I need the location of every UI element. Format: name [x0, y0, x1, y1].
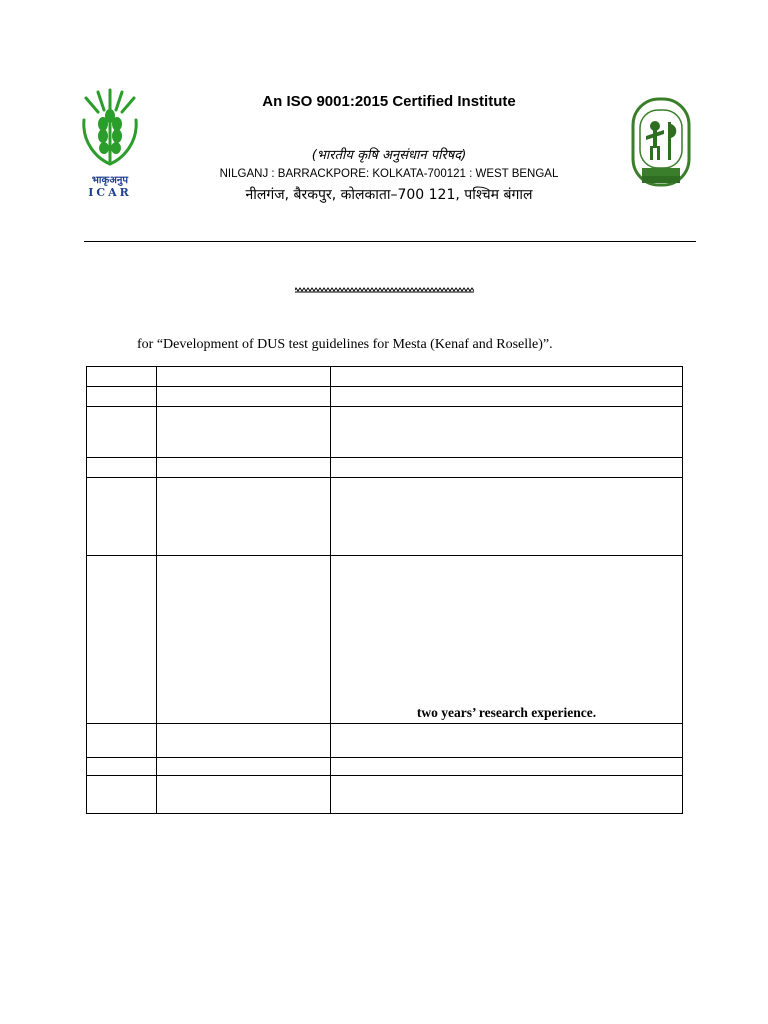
table-cell	[87, 478, 157, 556]
table-cell	[157, 387, 331, 407]
address-hindi: नीलगंज, बैरकपुर, कोलकाता–700 121, पश्चिम बंगाल	[245, 187, 533, 203]
header-divider	[84, 241, 696, 242]
details-table	[86, 366, 683, 814]
iso-certification-line: An ISO 9001:2015 Certified Institute	[262, 93, 516, 110]
cell-text	[157, 811, 330, 813]
intro-text: for “Development of DUS test guidelines for Mesta (Kenaf and Roselle)”.	[137, 337, 553, 352]
table-row	[87, 478, 683, 556]
cell-text	[87, 811, 156, 813]
table-row	[87, 776, 683, 814]
table-cell	[331, 387, 683, 407]
table-cell	[157, 407, 331, 458]
table-cell	[331, 458, 683, 478]
icar-logo	[64, 80, 156, 208]
address-english: NILGANJ : BARRACKPORE: KOLKATA-700121 : WEST BENGAL	[219, 168, 559, 180]
table-cell	[157, 367, 331, 387]
table-cell	[157, 758, 331, 776]
table-cell	[157, 458, 331, 478]
table-cell	[87, 367, 157, 387]
table-cell	[331, 367, 683, 387]
crijaf-logo	[630, 96, 692, 188]
table-cell	[87, 387, 157, 407]
title-underline-squiggle	[295, 287, 474, 293]
council-name-hindi: (भारतीय कृषि अनुसंधान परिषद)	[311, 148, 467, 163]
table-row	[87, 407, 683, 458]
table-cell	[331, 556, 683, 724]
table-row	[87, 556, 683, 724]
table-cell	[157, 478, 331, 556]
table-cell	[157, 556, 331, 724]
icar-wheat-logo-icon	[64, 80, 156, 170]
table-cell	[331, 758, 683, 776]
crijaf-emblem-icon	[630, 96, 692, 188]
table-cell	[157, 776, 331, 814]
table-row	[87, 758, 683, 776]
table-cell	[331, 776, 683, 814]
cell-text: two years’ research experience.	[416, 705, 597, 720]
table-cell	[87, 776, 157, 814]
table-cell	[331, 724, 683, 758]
logo-text-hindi: भाकृअनुप	[91, 175, 129, 186]
cell-text	[331, 811, 682, 813]
logo-text-icar: ICAR	[88, 186, 132, 199]
table-row	[87, 367, 683, 387]
table-cell	[87, 758, 157, 776]
table-cell	[331, 478, 683, 556]
table-cell	[157, 724, 331, 758]
table-row	[87, 724, 683, 758]
table-cell	[87, 556, 157, 724]
table-cell	[87, 724, 157, 758]
table-row	[87, 458, 683, 478]
table-cell	[87, 407, 157, 458]
table-row	[87, 387, 683, 407]
table-cell	[87, 458, 157, 478]
table-cell	[331, 407, 683, 458]
